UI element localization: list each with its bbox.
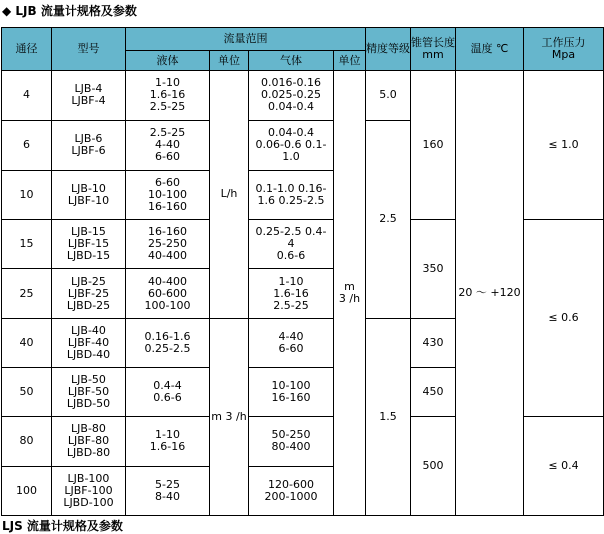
model-line: LJB-4: [74, 82, 103, 96]
liquid-line: 1-10: [155, 76, 180, 90]
spec-table: [1, 27, 604, 516]
gas-range-cell: [249, 466, 334, 515]
gas-line: 2.5-25: [273, 298, 309, 312]
model-line: LJBF-15: [67, 237, 110, 251]
liquid-line: 40-400: [148, 274, 187, 288]
gas-line: 6-60: [278, 341, 304, 355]
liquid-range-cell: [126, 71, 210, 120]
header-model: 型号: [52, 28, 126, 71]
model-line: LJBF-80: [67, 434, 110, 448]
header-diameter: 通径: [2, 28, 52, 71]
gas-unit-line: m: [344, 280, 355, 294]
model-cell: [52, 170, 126, 219]
model-line: LJBD-80: [66, 446, 111, 460]
diameter-cell: 4: [2, 71, 52, 120]
model-line: LJB-40: [71, 323, 106, 337]
diameter-cell: 80: [2, 417, 52, 466]
gas-range-cell: [249, 71, 334, 120]
liquid-line: 6-60: [155, 175, 180, 189]
model-cell: [52, 120, 126, 170]
liquid-line: 25-250: [148, 237, 187, 251]
liquid-line: 1-10: [155, 428, 180, 442]
liquid-line: 1.6-16: [149, 440, 186, 454]
liquid-range-cell: [126, 417, 210, 466]
title-text: ◆ LJB 流量计规格及参数: [2, 4, 137, 18]
liquid-line: 40-400: [148, 249, 187, 263]
gas-line: 1-10: [278, 274, 304, 288]
liquid-line: 2.5-25: [149, 126, 186, 140]
footer-text: LJS 流量计规格及参数: [2, 519, 123, 533]
header-pressure-unit: Mpa: [551, 48, 576, 62]
model-line: LJBD-100: [63, 495, 114, 509]
gas-line: 0.25-2.5 0.4-: [255, 225, 327, 239]
model-line: LJBF-10: [67, 193, 110, 207]
header-tube-length-label: 锥管长度: [411, 36, 455, 50]
model-line: LJBF-50: [67, 385, 110, 399]
gas-line: 0.025-0.25: [261, 88, 321, 102]
model-line: LJB-25: [71, 274, 106, 288]
gas-range-cell: [249, 368, 334, 417]
liquid-line: 6-60: [155, 150, 180, 164]
gas-line: 200-1000: [264, 489, 318, 503]
gas-line: 0.04-0.4: [268, 126, 314, 140]
model-cell: [52, 71, 126, 120]
header-tube-length: [411, 28, 456, 71]
header-pressure: [524, 28, 604, 71]
model-line: LJBF-100: [64, 483, 113, 497]
gas-line: 50-250: [271, 428, 311, 442]
liquid-line: 0.16-1.6: [144, 329, 191, 343]
model-line: LJBD-50: [66, 397, 111, 411]
gas-line: 0.6-6: [276, 249, 306, 263]
liquid-line: 8-40: [155, 489, 180, 503]
pressure-cell: ≤ 0.4: [524, 417, 604, 516]
liquid-range-cell: [126, 318, 210, 367]
gas-line: 4-40: [278, 329, 304, 343]
model-line: LJB-15: [71, 225, 106, 239]
liquid-range-cell: [126, 368, 210, 417]
model-cell: [52, 269, 126, 318]
page-title: [2, 3, 137, 19]
gas-line: 0.1-1.0 0.16-: [255, 181, 327, 195]
gas-range-cell: [249, 120, 334, 170]
gas-line: 0.016-0.16: [261, 76, 321, 90]
diameter-cell: 25: [2, 269, 52, 318]
model-line: LJBF-4: [71, 94, 106, 108]
tube-length-cell: 160: [411, 71, 456, 220]
gas-unit-cell: [334, 71, 366, 516]
liquid-line: 0.25-2.5: [144, 341, 191, 355]
tube-length-cell: 500: [411, 417, 456, 516]
diameter-cell: 100: [2, 466, 52, 515]
liquid-range-cell: [126, 170, 210, 219]
diameter-cell: 50: [2, 368, 52, 417]
gas-line: 0.06-0.6 0.1-: [255, 138, 327, 152]
model-line: LJBD-15: [66, 249, 111, 263]
model-line: LJBF-6: [71, 144, 106, 158]
liquid-line: 1.6-16: [149, 88, 186, 102]
tube-length-cell: 350: [411, 220, 456, 319]
table-row: [2, 71, 604, 120]
tube-length-cell: 430: [411, 318, 456, 367]
header-accuracy: 精度等级: [366, 28, 411, 71]
liquid-range-cell: [126, 120, 210, 170]
gas-range-cell: [249, 220, 334, 269]
temperature-cell: 20 ～ +120: [456, 71, 524, 516]
pressure-cell: ≤ 1.0: [524, 71, 604, 220]
liquid-line: 4-40: [155, 138, 180, 152]
model-cell: [52, 220, 126, 269]
header-gas: 气体: [249, 51, 334, 71]
liquid-line: 16-160: [148, 225, 187, 239]
accuracy-cell: 5.0: [366, 71, 411, 120]
liquid-line: 10-100: [148, 187, 187, 201]
gas-range-cell: [249, 269, 334, 318]
model-line: LJBF-25: [67, 286, 110, 300]
model-line: LJB-100: [67, 471, 110, 485]
gas-line: 16-160: [271, 391, 311, 405]
model-line: LJBF-40: [67, 335, 110, 349]
liquid-line: 100-100: [144, 298, 191, 312]
header-tube-length-unit: mm: [422, 48, 444, 62]
model-cell: [52, 417, 126, 466]
liquid-line: 5-25: [155, 477, 180, 491]
gas-unit-line: 3 /h: [338, 292, 361, 306]
header-pressure-label: 工作压力: [541, 36, 586, 50]
liquid-range-cell: [126, 220, 210, 269]
tube-length-cell: 450: [411, 368, 456, 417]
gas-line: 120-600: [268, 477, 314, 491]
gas-range-cell: [249, 318, 334, 367]
liquid-range-cell: [126, 466, 210, 515]
gas-line: 10-100: [271, 379, 311, 393]
gas-range-cell: [249, 417, 334, 466]
model-line: LJBD-25: [66, 298, 111, 312]
liquid-line: 16-160: [148, 199, 187, 213]
header-temperature: 温度 ℃: [456, 28, 524, 71]
diameter-cell: 10: [2, 170, 52, 219]
model-line: LJB-50: [71, 373, 106, 387]
liquid-unit-cell: L/h: [210, 71, 249, 318]
liquid-line: 0.4-4: [153, 379, 182, 393]
model-line: LJB-80: [71, 422, 106, 436]
accuracy-cell: 2.5: [366, 120, 411, 318]
accuracy-cell: 1.5: [366, 318, 411, 515]
footer-caption: [2, 519, 123, 533]
liquid-line: 60-600: [148, 286, 187, 300]
header-gas-unit: 单位: [334, 51, 366, 71]
gas-range-cell: [249, 170, 334, 219]
gas-line: 1.0: [282, 150, 300, 164]
model-cell: [52, 318, 126, 367]
gas-line: 4: [287, 237, 295, 251]
pressure-cell: ≤ 0.6: [524, 220, 604, 417]
header-row: [2, 28, 604, 51]
header-liquid: 液体: [126, 51, 210, 71]
header-flow-range: 流量范围: [126, 28, 366, 51]
gas-line: 1.6-16: [273, 286, 309, 300]
gas-line: 80-400: [271, 440, 311, 454]
liquid-range-cell: [126, 269, 210, 318]
header-liquid-unit: 单位: [210, 51, 249, 71]
gas-line: 0.04-0.4: [268, 100, 314, 114]
liquid-line: 0.6-6: [153, 391, 182, 405]
model-cell: [52, 368, 126, 417]
model-line: LJBD-40: [66, 347, 111, 361]
liquid-unit-cell: m 3 /h: [210, 318, 249, 515]
diameter-cell: 6: [2, 120, 52, 170]
diameter-cell: 40: [2, 318, 52, 367]
diameter-cell: 15: [2, 220, 52, 269]
model-line: LJB-10: [71, 181, 106, 195]
liquid-line: 2.5-25: [149, 100, 186, 114]
gas-line: 1.6 0.25-2.5: [257, 193, 325, 207]
model-cell: [52, 466, 126, 515]
model-line: LJB-6: [74, 132, 103, 146]
